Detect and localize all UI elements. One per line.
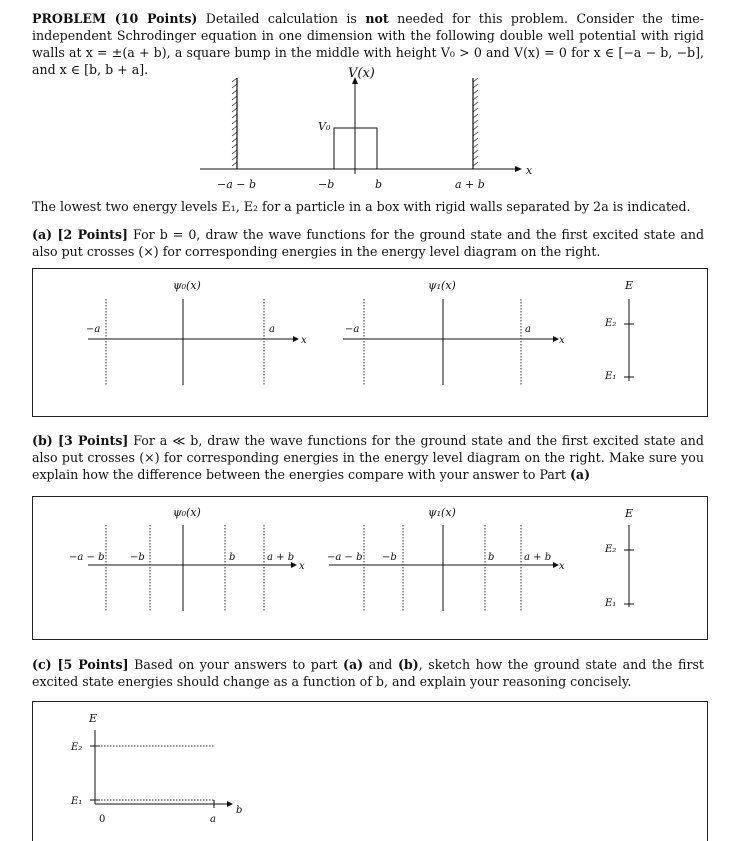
part-b-psi1-label: ψ₁(x) (428, 506, 456, 519)
potential-ylabel: V(x) (348, 66, 375, 81)
part-a-answer-box[interactable] (32, 268, 708, 417)
part-b-x-right: x (559, 561, 565, 572)
part-b-E2-label: E₂ (605, 544, 617, 555)
part-b-right-tick-4: a + b (524, 552, 552, 563)
part-a-neg-a-left: −a (86, 324, 101, 335)
potential-tick-neg-b: −b (318, 178, 335, 191)
problem-title: PROBLEM (10 Points) (32, 11, 198, 26)
part-b-figure (33, 497, 707, 639)
part-b-left-tick-1: −a − b (69, 552, 105, 563)
part-b-answer-box[interactable] (32, 496, 708, 640)
intro-line: The lowest two energy levels E₁, E₂ for a particle in a box with rigid walls separated by 2a is indicated. (32, 199, 691, 214)
part-a-x-right: x (559, 335, 565, 346)
part-c-E-label: E (89, 712, 98, 725)
part-b-left-tick-2: −b (130, 552, 145, 563)
potential-tick-b: b (375, 178, 383, 191)
part-a-psi1-label: ψ₁(x) (428, 279, 456, 292)
part-c-b-label: b (236, 805, 243, 816)
potential-tick-neg-a-b: −a − b (217, 178, 257, 191)
potential-xlabel: x (526, 164, 533, 177)
part-c-a-label: a (210, 814, 216, 825)
part-a-text: (a) [2 Points] For b = 0, draw the wave functions for the ground state and the first excited state and also put crosses (×) for corresponding energies in the energy level diagram on the right. (32, 227, 705, 259)
part-b-x-left: x (299, 561, 305, 572)
part-b-E-label: E (625, 507, 634, 520)
part-a-pos-a-left: a (269, 324, 275, 335)
part-b-psi0-label: ψ₀(x) (173, 506, 201, 519)
part-a-E2-label: E₂ (605, 318, 617, 329)
part-c-figure (33, 702, 707, 834)
part-b-E1-label: E₁ (605, 598, 617, 609)
part-a-x-left: x (301, 335, 307, 346)
part-a-figure (33, 269, 707, 416)
potential-tick-a-b: a + b (455, 178, 485, 191)
part-c-zero-label: 0 (99, 814, 106, 825)
part-a-psi0-label: ψ₀(x) (173, 279, 201, 292)
part-b-right-tick-1: −a − b (327, 552, 363, 563)
part-a-neg-a-right: −a (345, 324, 360, 335)
part-b-right-tick-3: b (488, 552, 495, 563)
part-b-right-tick-2: −b (382, 552, 397, 563)
part-a-pos-a-right: a (525, 324, 531, 335)
part-c-answer-box[interactable] (32, 701, 708, 841)
part-a-E1-label: E₁ (605, 371, 617, 382)
potential-figure (190, 64, 550, 194)
part-c-text: (c) [5 Points] Based on your answers to part (a) and (b), sketch how the ground state and the first excited state energies should change as a function of b, and explain your reasoning concisely. (32, 657, 704, 689)
part-b-text: (b) [3 Points] For a ≪ b, draw the wave functions for the ground state and the first excited state and also put crosses (×) for corresponding energies in the energy level diagram on the right. Make sure you explain how the difference between the energies compare with your answer to Part (a) (32, 433, 704, 482)
part-b-left-tick-4: a + b (267, 552, 295, 563)
part-a-E-label: E (625, 279, 634, 292)
potential-v0-label: V₀ (318, 120, 331, 133)
part-c-E2-label: E₂ (71, 742, 83, 753)
problem-statement: PROBLEM (10 Points) Detailed calculation is not needed for this problem. Consider the time-independent Schrodinger equation in one dimension with the following double well potential with rigid walls at x = ±(a + b), a square bump in the middle with height V₀ > 0 and V(x) = 0 for x ∈ [−a − b, −b], and x ∈ [b, b + a]. (32, 11, 705, 77)
part-b-left-tick-3: b (229, 552, 236, 563)
part-c-E1-label: E₁ (71, 796, 83, 807)
